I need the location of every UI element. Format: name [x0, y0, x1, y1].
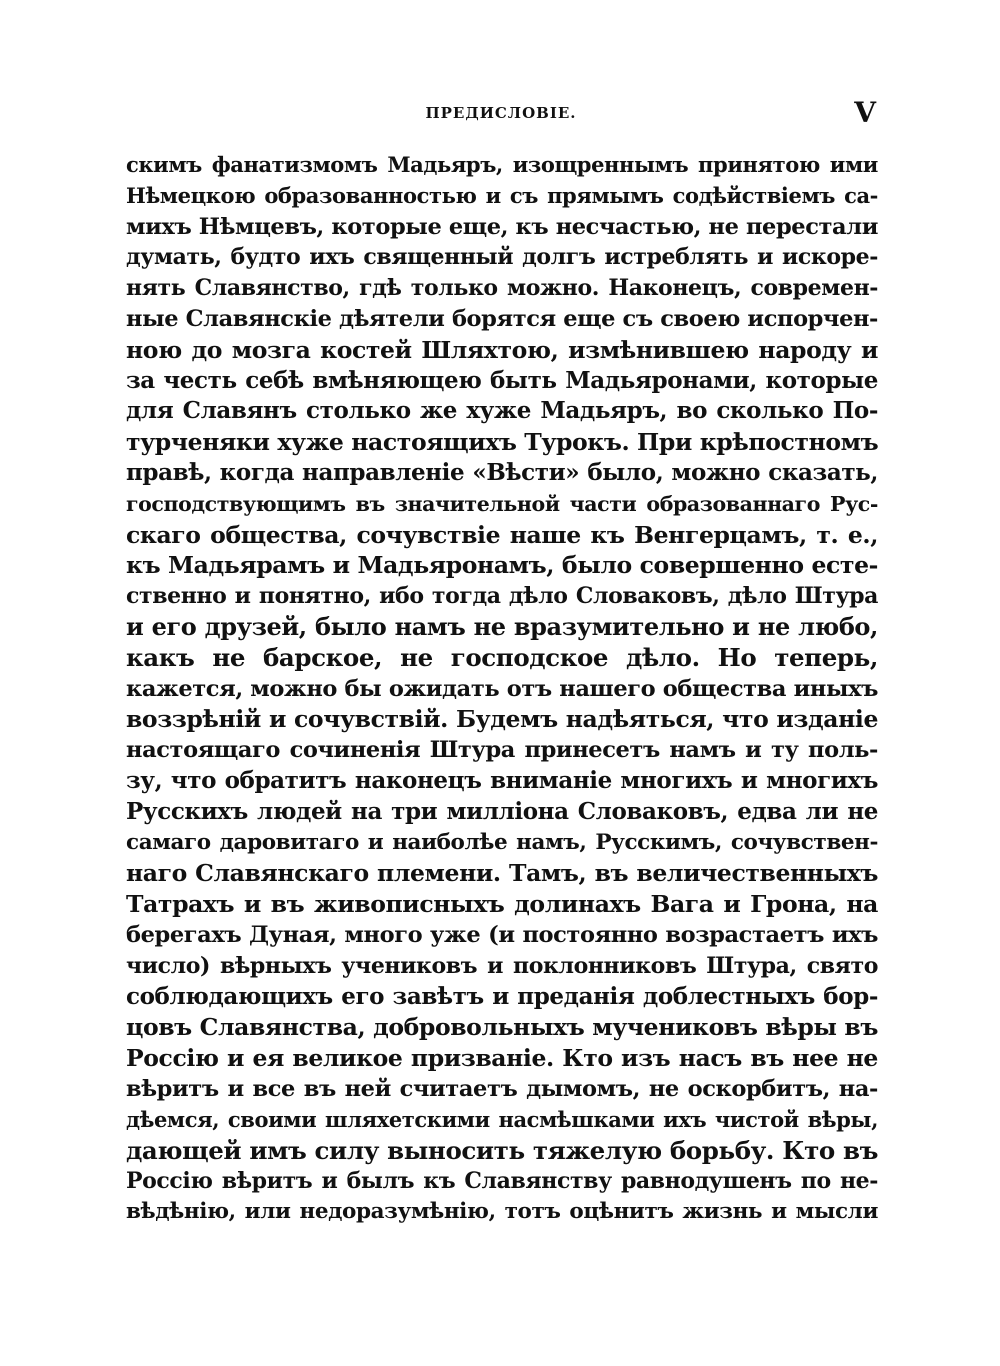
- text-line: Татрахъ и въ живописныхъ долинахъ Вага и Грона, на: [126, 890, 878, 919]
- text-line: Русскихъ людей на три милліона Словаковъ, едва ли не: [126, 797, 878, 825]
- text-line: цовъ Славянства, добровольныхъ мучениковъ вѣры въ: [126, 1013, 878, 1042]
- text-line: Россію вѣритъ и былъ къ Славянству равнодушенъ по не-: [126, 1168, 878, 1195]
- text-line: какъ не барское, не господское дѣло. Но теперь,: [126, 642, 878, 672]
- text-line: берегахъ Дуная, много уже (и постоянно возрастаетъ ихъ: [126, 921, 878, 948]
- text-line: зу, что обратитъ наконецъ вниманіе многихъ и многихъ: [126, 766, 878, 794]
- text-line: правѣ, когда направленіе «Вѣсти» было, можно сказать,: [126, 458, 878, 486]
- text-line: настоящаго сочиненія Штура принесетъ намъ и ту поль-: [126, 737, 878, 764]
- text-line: за честь себѣ вмѣняющею быть Мадьяронами, которые: [126, 366, 878, 394]
- text-line: къ Мадьярамъ и Мадьяронамъ, было совершенно есте-: [126, 551, 878, 580]
- text-line: Россію и ея великое призваніе. Кто изъ насъ въ нее не: [126, 1044, 878, 1073]
- text-line: думать, будто ихъ священный долгъ истреблять и искоре-: [126, 244, 878, 271]
- text-line: нять Славянство, гдѣ только можно. Наконецъ, современ-: [126, 275, 878, 302]
- text-line: число) вѣрныхъ учениковъ и поклонниковъ Штура, свято: [126, 952, 878, 979]
- running-title: ПРЕДИСЛОВІЕ.: [425, 104, 577, 122]
- body-text: [126, 150, 878, 1228]
- text-line: скаго общества, сочувствіе наше къ Венгерцамъ, т. е.,: [126, 520, 878, 549]
- text-line: турченяки хуже настоящихъ Турокъ. При крѣпостномъ: [126, 428, 878, 457]
- text-line: ною до мозга костей Шляхтою, измѣнившею народу и: [126, 335, 878, 364]
- page-number: V: [854, 96, 876, 129]
- text-line: кажется, можно бы ожидать отъ нашего общества иныхъ: [126, 675, 878, 702]
- text-line: соблюдающихъ его завѣтъ и преданія доблестныхъ бор-: [126, 982, 878, 1010]
- text-line: наго Славянскаго племени. Тамъ, въ величественныхъ: [126, 859, 878, 888]
- text-line: ственно и понятно, ибо тогда дѣло Словаковъ, дѣло Штура: [126, 583, 878, 610]
- text-line: дающей имъ силу выносить тяжелую борьбу. Кто въ: [126, 1135, 878, 1165]
- text-line: скимъ фанатизмомъ Мадьяръ, изощреннымъ принятою ими: [126, 152, 878, 177]
- text-line: ные Славянскіе дѣятели борятся еще съ своею испорчен-: [126, 305, 878, 332]
- text-line: вѣритъ и все въ ней считаетъ дымомъ, не оскорбитъ, на-: [126, 1075, 878, 1102]
- text-line: вѣдѣнію, или недоразумѣнію, тотъ оцѣнитъ жизнь и мысли: [126, 1199, 878, 1225]
- text-line: господствующимъ въ значительной части образованнаго Рус-: [126, 491, 878, 516]
- running-head: [126, 96, 876, 132]
- text-line: Нѣмецкою образованностью и съ прямымъ содѣйствіемъ са-: [126, 182, 878, 208]
- text-line: воззрѣній и сочувствій. Будемъ надѣяться, что изданіе: [126, 705, 878, 734]
- text-line: дѣемся, своими шляхетскими насмѣшками ихъ чистой вѣры,: [126, 1106, 878, 1132]
- text-line: и его друзей, было намъ не вразумительно и не любо,: [126, 611, 878, 641]
- text-line: самаго даровитаго и наиболѣе намъ, Русскимъ, сочувствен-: [126, 829, 878, 855]
- text-line: для Славянъ столько же хуже Мадьяръ, во сколько По-: [126, 397, 878, 425]
- text-line: михъ Нѣмцевъ, которые еще, къ несчастью, не перестали: [126, 213, 878, 240]
